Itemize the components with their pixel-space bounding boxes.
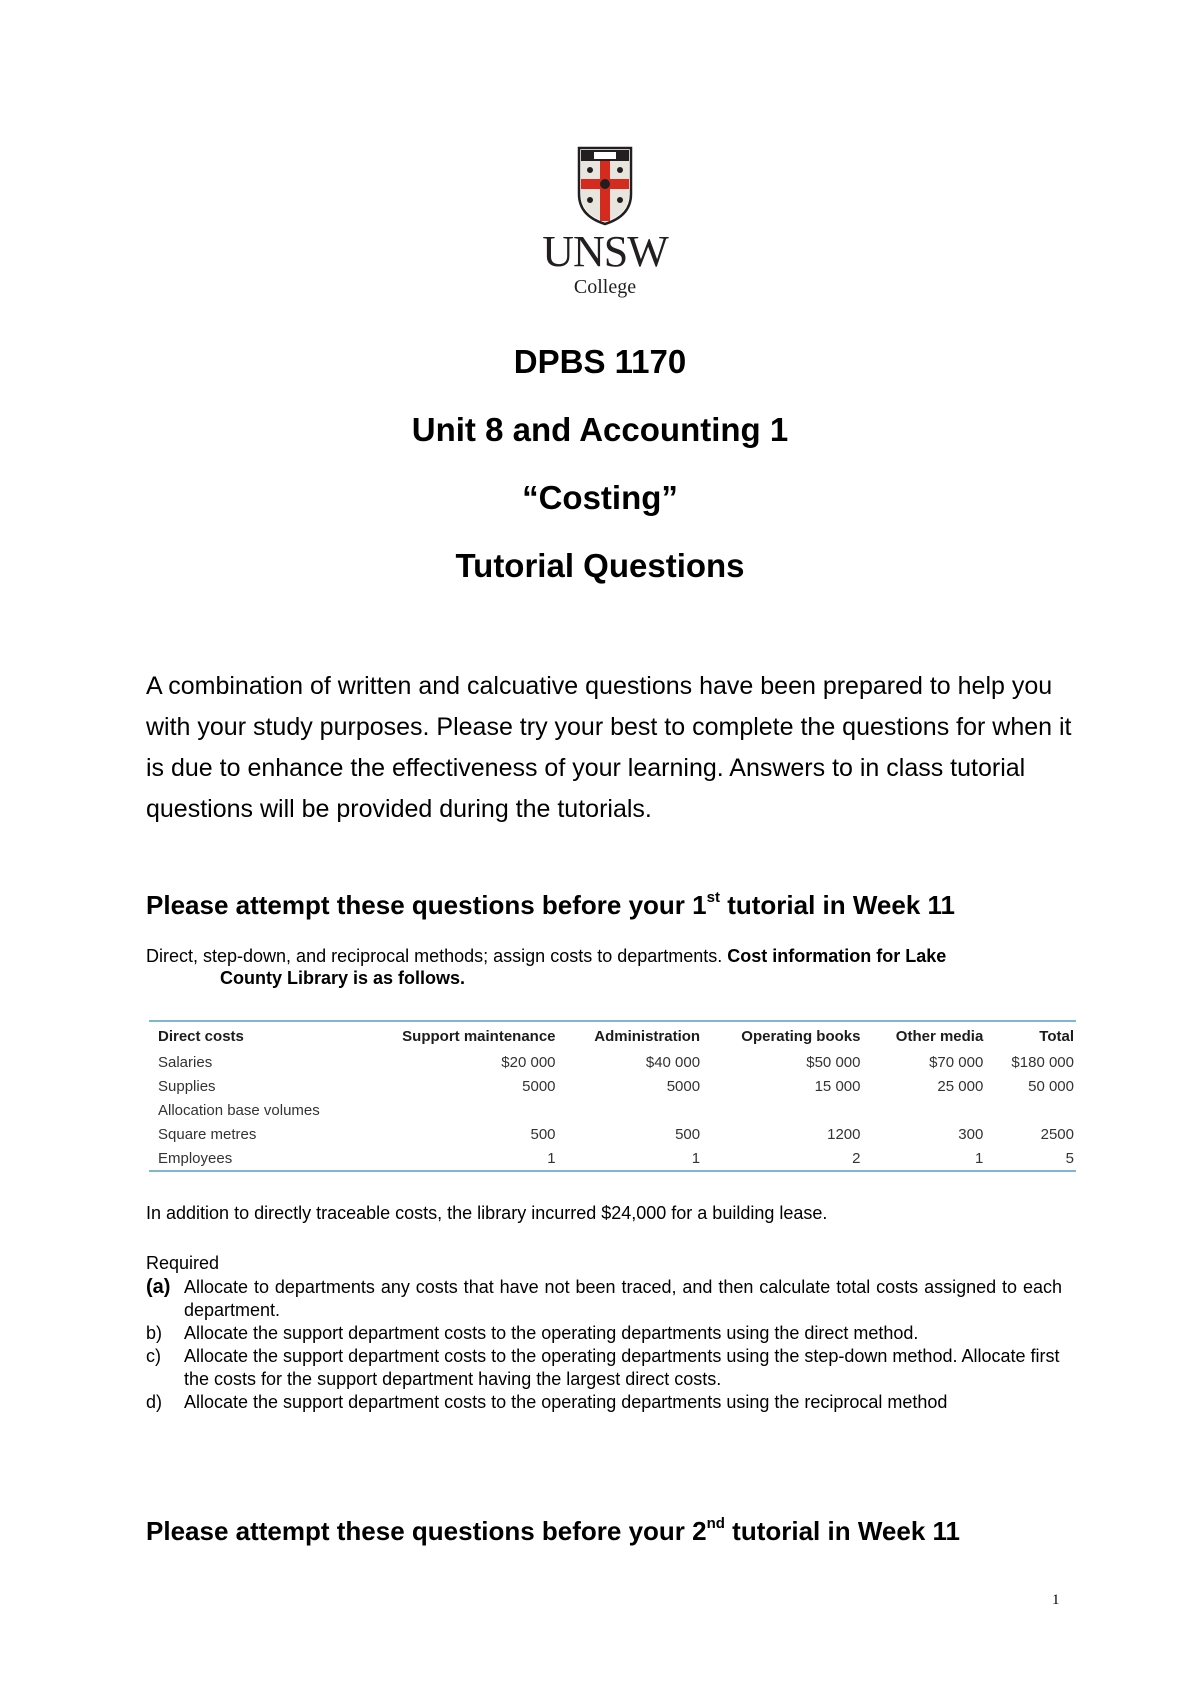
table-row <box>149 1074 1076 1098</box>
table-cell: 2500 <box>1040 1125 1074 1143</box>
table-cell: 50 000 <box>1028 1077 1074 1095</box>
week1-heading-suffix: tutorial in Week 11 <box>719 890 956 920</box>
table-cell: 1200 <box>827 1125 861 1143</box>
lead-plain-text: Direct, step-down, and reciprocal methods; assign costs to departments. <box>146 946 728 966</box>
table-cell: $40 000 <box>645 1053 701 1071</box>
table-cell: Employees <box>158 1149 233 1167</box>
column-header: Administration <box>594 1027 701 1045</box>
table-cell: $180 000 <box>1011 1053 1074 1071</box>
lead-bold-text: Cost information for Lake <box>727 946 947 966</box>
table-cell: $20 000 <box>501 1053 556 1071</box>
document-title: Tutorial Questions <box>455 547 745 584</box>
column-header: Operating books <box>741 1027 861 1045</box>
topic-title: “Costing” <box>522 479 678 516</box>
list-marker: d) <box>146 1392 163 1412</box>
table-row <box>149 1098 1076 1122</box>
list-marker: (a) <box>146 1276 171 1298</box>
table-cell <box>572 1098 717 1122</box>
table-row <box>149 1122 1076 1146</box>
table-cell: 300 <box>958 1125 984 1143</box>
table-cell <box>876 1098 999 1122</box>
page-number: 1 <box>1052 1592 1060 1608</box>
week1-superscript: st <box>706 889 720 907</box>
column-header: Total <box>1039 1027 1074 1045</box>
list-item-text: Allocate to departments any costs that have not been traced, and then calculate total costs assigned to each department. <box>184 1277 1062 1320</box>
table-cell <box>371 1098 572 1122</box>
table-cell: $50 000 <box>806 1053 861 1071</box>
cost-information-table <box>149 1020 1076 1172</box>
required-list <box>146 1276 1062 1414</box>
list-item-text: Allocate the support department costs to the operating departments using the step-down method. Allocate first the costs for the support department having the largest direct costs. <box>184 1346 1060 1389</box>
column-header: Other media <box>895 1027 984 1045</box>
lease-cost-note: In addition to directly traceable costs, the library incurred $24,000 for a building lease. <box>146 1203 828 1223</box>
unsw-crest-icon <box>577 146 633 226</box>
list-item <box>146 1345 1062 1391</box>
required-label: Required <box>146 1253 220 1273</box>
table-cell: Supplies <box>158 1077 216 1095</box>
list-item-text: Allocate the support department costs to the operating departments using the reciprocal method <box>184 1392 948 1412</box>
logo-subtitle: College <box>573 276 637 298</box>
list-item <box>146 1391 1062 1414</box>
question-lead <box>146 945 1076 989</box>
week2-heading-suffix: tutorial in Week 11 <box>724 1516 960 1546</box>
table-cell: 1 <box>547 1149 556 1167</box>
table-row <box>149 1050 1076 1074</box>
lead-bold-continuation: County Library is as follows. <box>220 968 466 988</box>
week2-heading <box>146 1514 960 1548</box>
column-header: Support maintenance <box>402 1027 556 1045</box>
unit-title: Unit 8 and Accounting 1 <box>411 411 789 448</box>
table-cell <box>999 1098 1076 1122</box>
unsw-college-logo <box>535 146 675 306</box>
list-marker: b) <box>146 1323 163 1343</box>
column-header: Direct costs <box>158 1027 244 1045</box>
table-cell: $70 000 <box>929 1053 984 1071</box>
table-cell: 25 000 <box>937 1077 984 1095</box>
table-header-row <box>149 1021 1076 1050</box>
table-cell: 1 <box>974 1149 984 1167</box>
table-cell: 15 000 <box>814 1077 861 1095</box>
week1-heading-text: Please attempt these questions before your 1 <box>146 890 707 920</box>
week1-heading <box>146 888 955 922</box>
week2-heading-text: Please attempt these questions before your 2 <box>146 1516 707 1546</box>
table-cell: 500 <box>675 1125 701 1143</box>
table-row <box>149 1146 1076 1171</box>
list-item <box>146 1322 1062 1345</box>
week2-superscript: nd <box>706 1515 725 1533</box>
table-cell <box>716 1098 876 1122</box>
list-item <box>146 1276 1062 1322</box>
course-code: DPBS 1170 <box>513 343 687 380</box>
list-item-text: Allocate the support department costs to the operating departments using the direct method. <box>184 1323 919 1343</box>
logo-wordmark: UNSW <box>542 227 668 276</box>
list-marker: c) <box>146 1346 161 1366</box>
table-cell: 5000 <box>666 1077 701 1095</box>
table-cell: 5 <box>1065 1149 1074 1167</box>
table-cell: 500 <box>530 1125 556 1143</box>
table-cell: 5000 <box>522 1077 556 1095</box>
table-cell: Square metres <box>158 1125 257 1143</box>
table-cell: Salaries <box>158 1053 213 1071</box>
table-cell: 2 <box>852 1149 861 1167</box>
intro-paragraph: A combination of written and calcuative questions have been prepared to help you with your study purposes. Please try your best to complete the questions for when it is due to enhance the effectiveness of your learning. Answers to in class tutorial questions will be provided during the tutorials. <box>146 672 1072 823</box>
table-cell: 1 <box>691 1149 701 1167</box>
table-cell: Allocation base volumes <box>158 1101 320 1119</box>
